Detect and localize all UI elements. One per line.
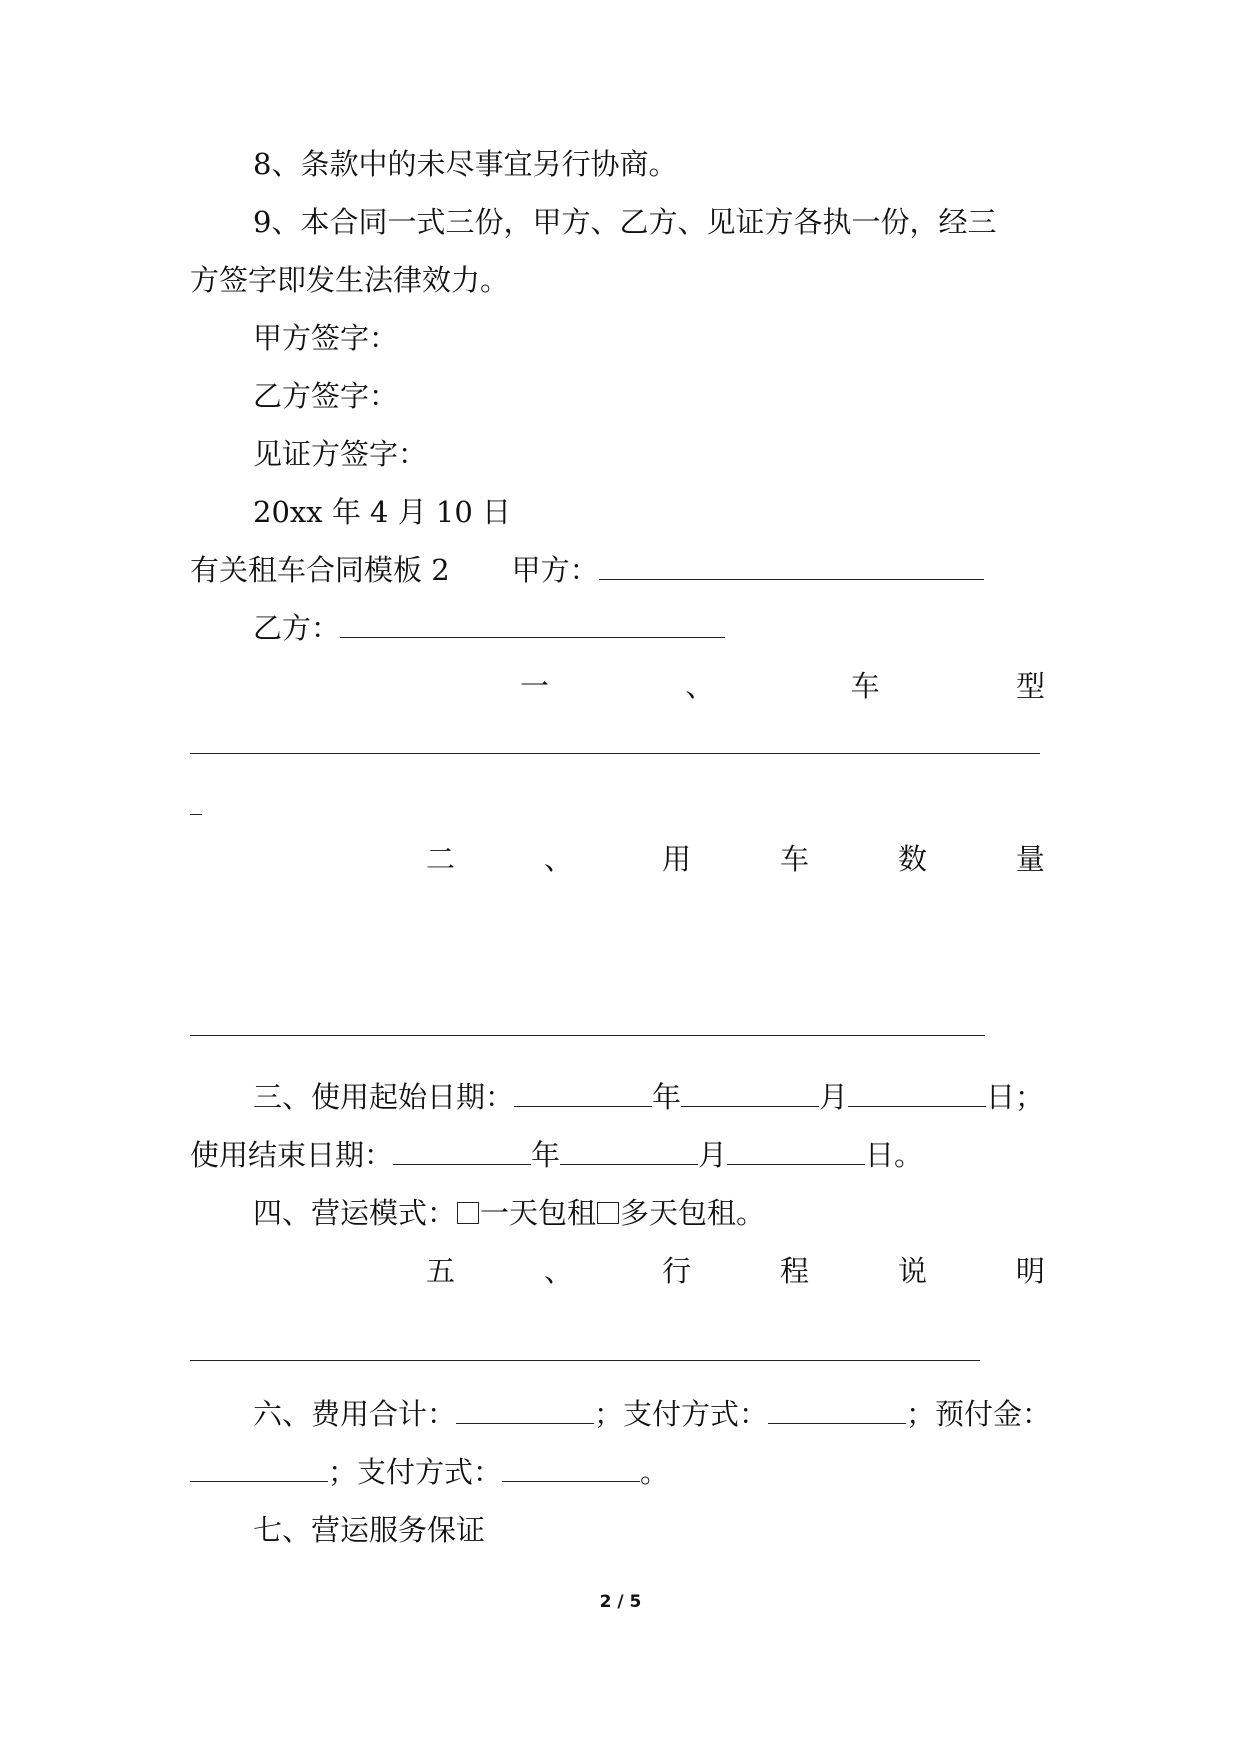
party-b-label: 乙方： [253, 611, 341, 645]
party-b-line [253, 604, 1050, 652]
year-label: 年 [531, 1138, 561, 1172]
section-4-operation-mode [253, 1189, 1050, 1237]
section-4-label: 四、营运模式： [253, 1196, 457, 1230]
section-2-char: 数 [897, 842, 927, 876]
party-a-label: 甲方： [511, 553, 599, 587]
section-5-char: 五 [426, 1254, 456, 1288]
month-label: 月 [819, 1080, 849, 1114]
section-1-char: 车 [850, 669, 880, 703]
party-a-signature-label: 甲方签字： [253, 321, 399, 355]
deposit-label: ；预付金： [906, 1397, 1052, 1431]
day-label: 日； [986, 1080, 1045, 1114]
section-2-char: 量 [1015, 842, 1045, 876]
party-b-signature-label: 乙方签字： [253, 379, 399, 413]
section-2-char: 二 [426, 842, 456, 876]
section-5-char: 明 [1015, 1254, 1045, 1288]
fee-total-label: 六、费用合计： [253, 1397, 457, 1431]
payment-method-blank [768, 1393, 906, 1424]
payment-method-label: ；支付方式： [594, 1397, 769, 1431]
section-2-char: 、 [543, 842, 573, 876]
page-number: 2 / 5 [599, 1592, 642, 1612]
section-1-char: 型 [1015, 669, 1045, 703]
fee-total-blank [456, 1393, 594, 1424]
section-6-fees-cont [190, 1448, 1050, 1496]
template-header-line [190, 546, 1050, 594]
month-label: 月 [698, 1138, 728, 1172]
clause-9-line2: 方签字即发生法律效力。 [190, 263, 510, 297]
section-3-start-date [253, 1073, 1050, 1121]
payment-method-blank-2 [502, 1451, 640, 1482]
end-date-label: 使用结束日期： [190, 1138, 394, 1172]
single-day-checkbox[interactable] [457, 1202, 479, 1224]
payment-method-label: ；支付方式： [328, 1455, 503, 1489]
witness-signature-label: 见证方签字： [253, 437, 428, 471]
section-3-end-date [190, 1131, 1050, 1179]
template-title: 有关租车合同模板 2 [190, 553, 450, 587]
clause-8: 8、条款中的未尽事宜另行协商。 [253, 147, 678, 181]
section-2-blank [190, 1035, 985, 1036]
section-5-itinerary [426, 1247, 1045, 1295]
section-3-label: 三、使用起始日期： [253, 1080, 515, 1114]
end-day-blank [727, 1134, 865, 1165]
end-year-blank [393, 1134, 531, 1165]
clause-9-line1: 9、本合同一式三份，甲方、乙方、见证方各执一份，经三 [253, 205, 997, 239]
period-mark: 。 [640, 1455, 670, 1489]
section-1-blank [190, 753, 1040, 754]
end-month-blank [560, 1134, 698, 1165]
year-label: 年 [652, 1080, 682, 1114]
day-label: 日。 [865, 1138, 924, 1172]
section-1-char: 、 [685, 669, 715, 703]
section-2-char: 用 [661, 842, 691, 876]
start-year-blank [514, 1076, 652, 1107]
section-2-char: 车 [779, 842, 809, 876]
section-6-fees [253, 1390, 1050, 1438]
section-5-char: 、 [543, 1254, 573, 1288]
section-1-char: 一 [520, 669, 550, 703]
multi-day-option: 多天包租。 [620, 1196, 766, 1230]
section-1-blank-tail [190, 814, 202, 815]
section-7-service-guarantee: 七、营运服务保证 [253, 1513, 486, 1547]
section-5-char: 说 [897, 1254, 927, 1288]
start-month-blank [681, 1076, 819, 1107]
party-b-blank [340, 607, 725, 638]
party-a-blank [599, 549, 984, 580]
deposit-blank [190, 1451, 328, 1482]
contract-date: 20xx 年 4 月 10 日 [253, 495, 512, 529]
single-day-option: 一天包租 [480, 1196, 597, 1230]
multi-day-checkbox[interactable] [597, 1202, 619, 1224]
start-day-blank [848, 1076, 986, 1107]
section-5-char: 程 [779, 1254, 809, 1288]
section-2-vehicle-count [426, 835, 1045, 883]
section-5-blank [190, 1360, 980, 1361]
section-1-vehicle-type [520, 662, 1045, 710]
section-5-char: 行 [661, 1254, 691, 1288]
